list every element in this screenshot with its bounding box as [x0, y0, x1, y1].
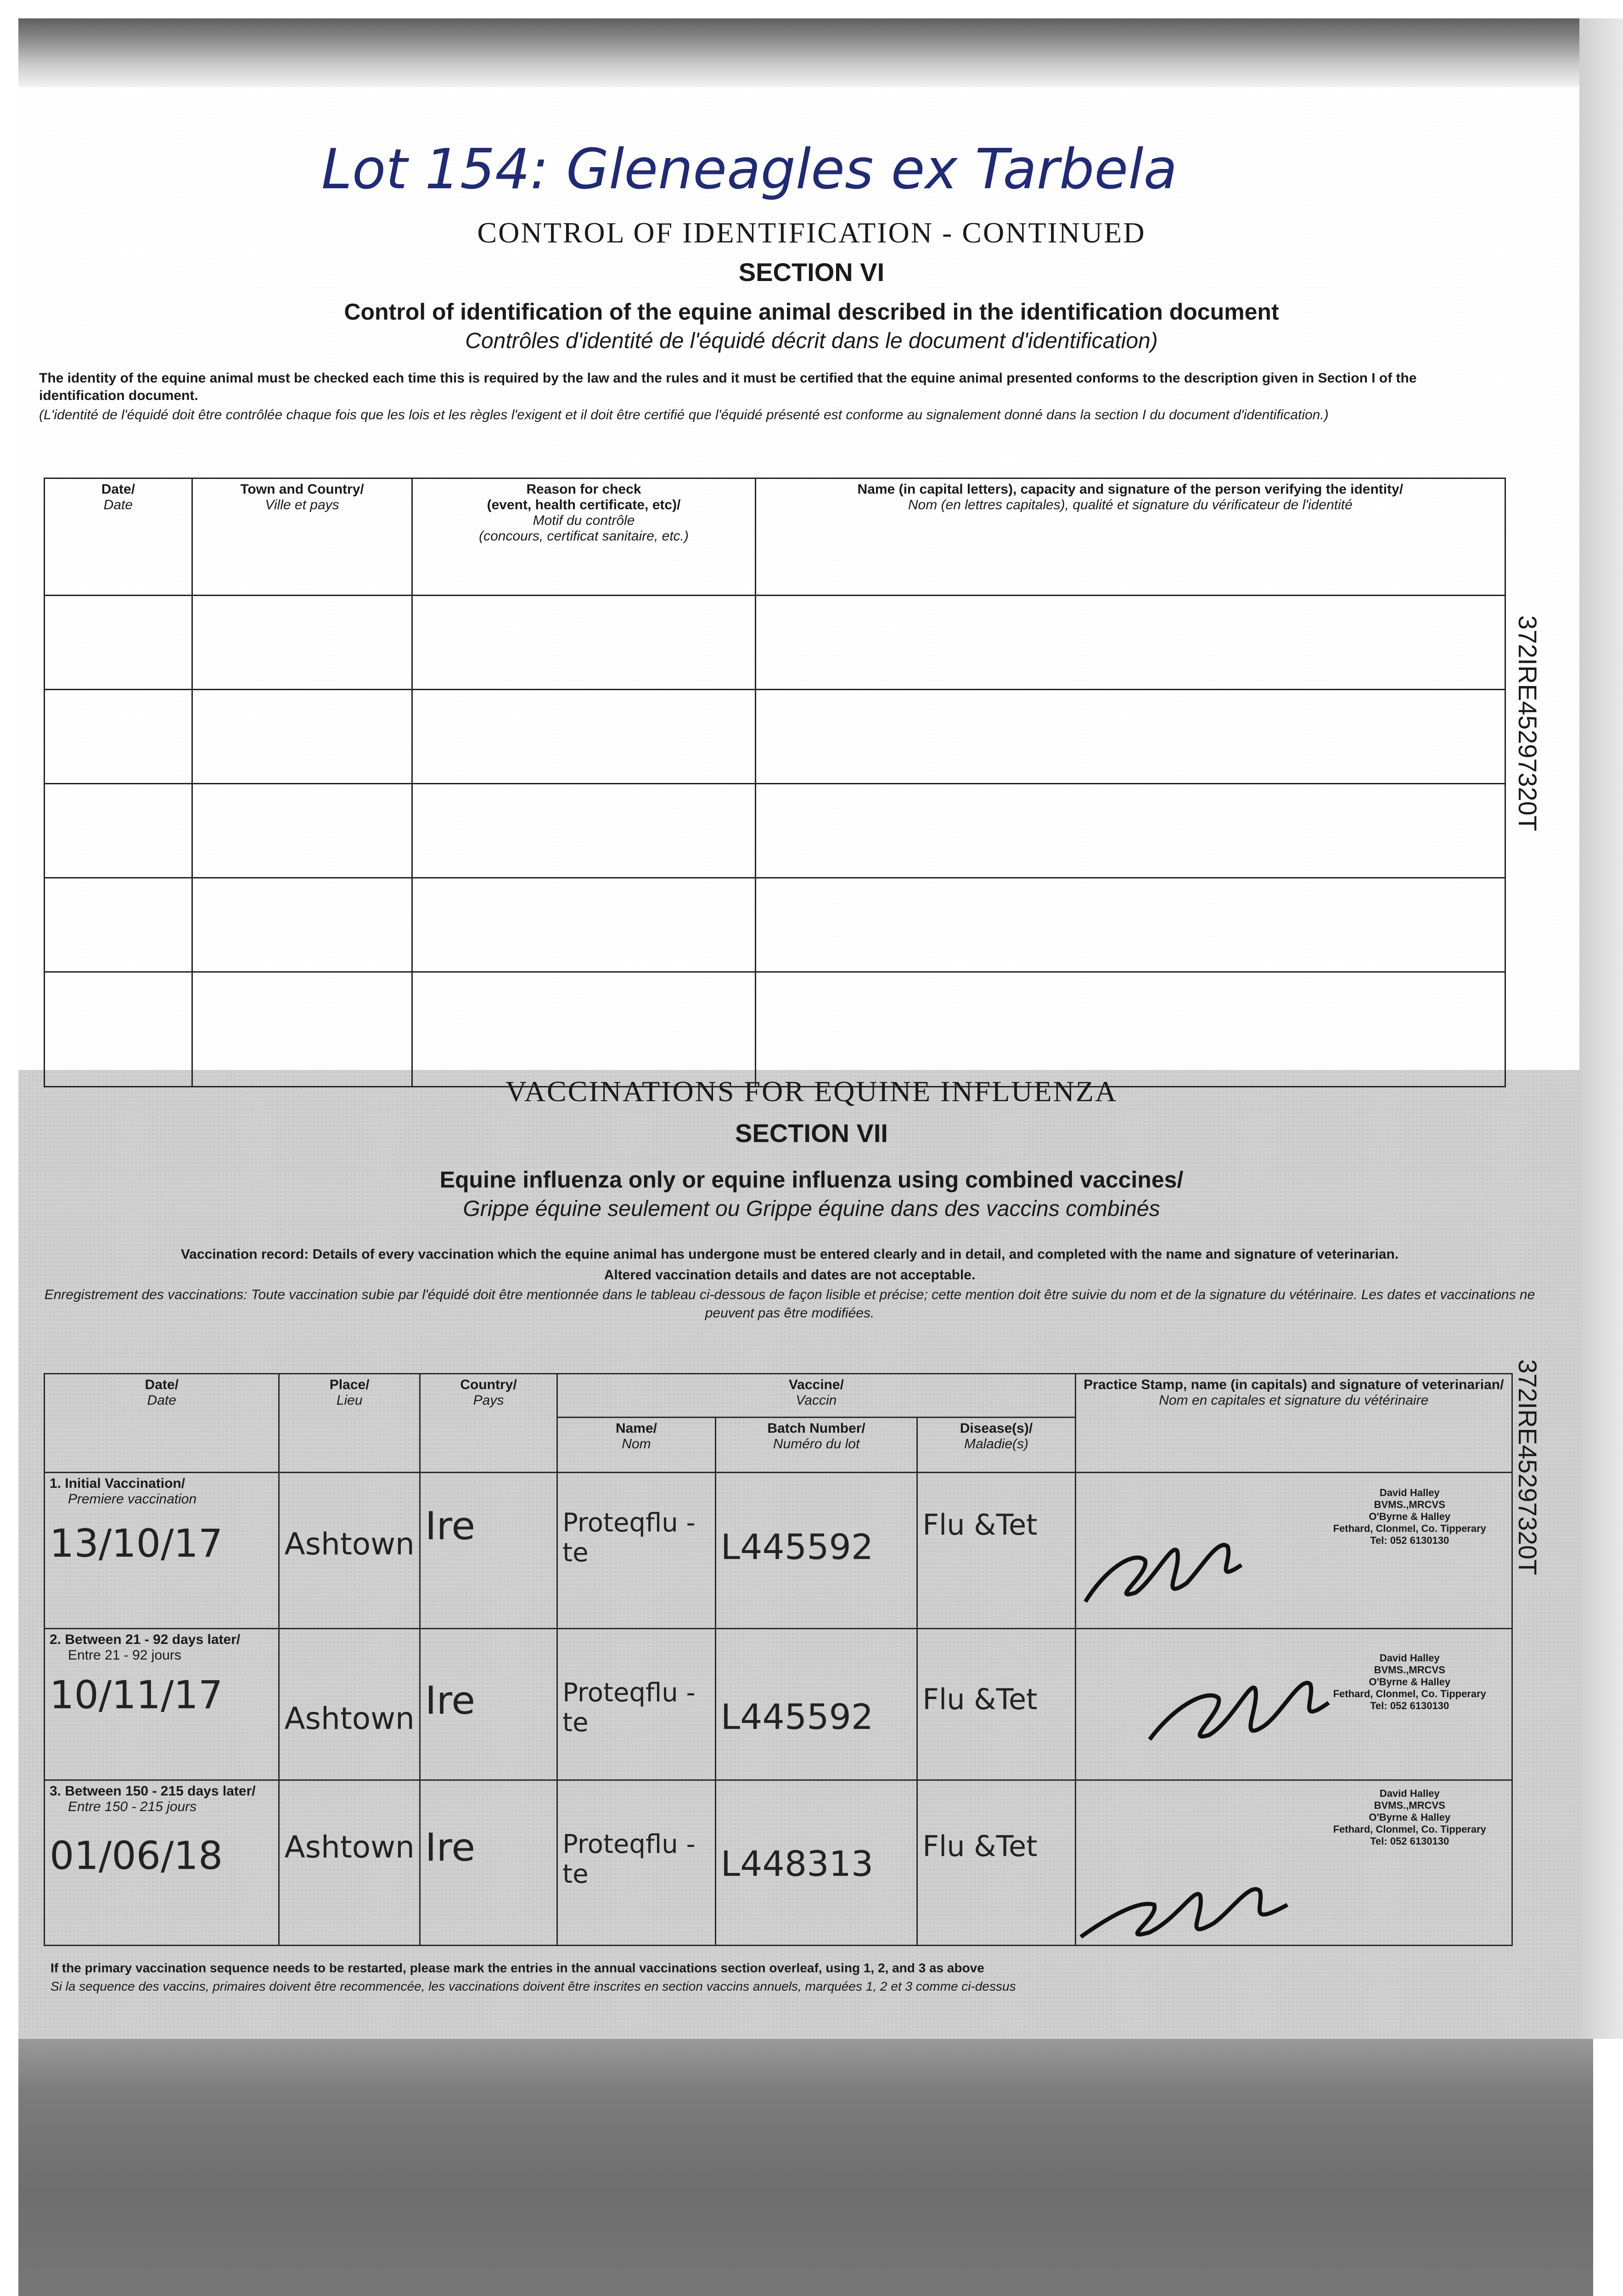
vaccination-date-cell[interactable] [45, 1473, 279, 1629]
stamp-line: Tel: 052 6130130 [1370, 1535, 1449, 1546]
header-date-en: Date/ [101, 482, 135, 497]
veterinarian-signature-3 [1076, 1859, 1297, 1951]
stamp-line: BVMS.,MRCVS [1374, 1664, 1445, 1676]
side-code-lower-text: 372IRE45297320T [1513, 1359, 1542, 1576]
handwritten-lot-annotation: Lot 154: Gleneagles ex Tarbela [321, 138, 1178, 202]
side-code-lower [1511, 1359, 1547, 1598]
empty-cell[interactable] [412, 972, 755, 1087]
stamp-line: Fethard, Clonmel, Co. Tipperary [1333, 1688, 1486, 1699]
vaccination-country-cell[interactable] [420, 1780, 557, 1946]
practice-stamp [1333, 1652, 1486, 1712]
handwritten-batch: L445592 [720, 1696, 874, 1737]
vaccination-disease-cell[interactable] [917, 1780, 1075, 1946]
section7-label: SECTION VII [735, 1119, 888, 1148]
empty-cell[interactable] [412, 690, 755, 784]
scan-bottom-edge [18, 2039, 1593, 2296]
handwritten-country: Ire [425, 1678, 476, 1723]
empty-cell[interactable] [755, 690, 1505, 784]
handwritten-batch: L445592 [720, 1526, 874, 1567]
row-label-en: 1. Initial Vaccination/ [50, 1476, 185, 1491]
section7-record-en2: Altered vaccination details and dates are not acceptable. [604, 1267, 976, 1283]
header-vacc-date-en: Date/ [145, 1377, 179, 1392]
stamp-line: O'Byrne & Halley [1369, 1511, 1451, 1522]
vaccination-country-cell[interactable] [420, 1629, 557, 1780]
header-vacc-date-fr: Date [147, 1393, 176, 1408]
row-label-fr: Entre 150 - 215 jours [68, 1799, 197, 1814]
vaccination-date-cell[interactable] [45, 1629, 279, 1780]
handwritten-date: 01/06/18 [50, 1833, 223, 1878]
vaccination-place-cell[interactable] [279, 1780, 420, 1946]
header-vaccine [557, 1374, 1075, 1418]
vaccination-date-cell[interactable] [45, 1780, 279, 1946]
row-label-en: 2. Between 21 - 92 days later/ [50, 1632, 241, 1647]
empty-cell[interactable] [755, 596, 1505, 690]
header-batch-fr: Numéro du lot [773, 1436, 860, 1452]
veterinarian-signature-1 [1081, 1524, 1246, 1615]
handwritten-vaccine-name: Proteqflu -te [562, 1508, 696, 1568]
stamp-line: O'Byrne & Halley [1369, 1812, 1451, 1823]
header-vaccine-name [557, 1418, 716, 1473]
empty-cell[interactable] [755, 878, 1505, 972]
vaccination-disease-cell[interactable] [917, 1473, 1075, 1629]
empty-cell[interactable] [755, 784, 1505, 878]
header-disease-en: Disease(s)/ [960, 1421, 1033, 1436]
header-date-fr: Date [103, 497, 133, 512]
empty-cell[interactable] [192, 596, 412, 690]
header-verifier [755, 478, 1505, 596]
header-date [45, 478, 192, 596]
header-batch [715, 1418, 917, 1473]
table-row [45, 690, 1505, 784]
side-code-upper [1511, 615, 1547, 854]
vaccination-table [44, 1373, 1513, 1946]
header-stamp-en: Practice Stamp, name (in capitals) and signature of veterinarian/ [1084, 1377, 1504, 1392]
header-verifier-en: Name (in capital letters), capacity and signature of the person verifying the identity/ [857, 482, 1404, 497]
header-vacc-place-fr: Lieu [336, 1393, 363, 1408]
empty-cell[interactable] [412, 878, 755, 972]
header-vacc-country-en: Country/ [460, 1377, 517, 1392]
scan-top-edge [18, 18, 1582, 87]
identity-check-table [44, 478, 1506, 1087]
table-row [45, 784, 1505, 878]
empty-cell[interactable] [192, 690, 412, 784]
stamp-line: Fethard, Clonmel, Co. Tipperary [1333, 1823, 1486, 1835]
row-label-fr: Entre 21 - 92 jours [68, 1648, 181, 1663]
empty-cell[interactable] [45, 972, 192, 1087]
table-row [45, 878, 1505, 972]
identity-check-header-row [45, 478, 1505, 596]
vaccination-name-cell[interactable] [557, 1780, 716, 1946]
stamp-line: Tel: 052 6130130 [1370, 1700, 1449, 1711]
table-row [45, 596, 1505, 690]
header-vaccine-en: Vaccine/ [788, 1377, 844, 1392]
handwritten-date: 13/10/17 [50, 1521, 223, 1566]
vaccination-name-cell[interactable] [557, 1629, 716, 1780]
handwritten-place: Ashtown [284, 1701, 415, 1736]
handwritten-place: Ashtown [284, 1829, 415, 1865]
section7-footer-fr: Si la sequence des vaccins, primaires doivent être recommencée, les vaccinations doivent être inscrites en section vaccins annuels, marquées 1, 2 et 3 comme ci-dessus [51, 1979, 1016, 1993]
stamp-line: BVMS.,MRCVS [1374, 1499, 1445, 1510]
header-town-fr: Ville et pays [265, 497, 339, 512]
vaccination-row [45, 1629, 1512, 1780]
header-town-country [192, 478, 412, 596]
empty-cell[interactable] [45, 784, 192, 878]
header-stamp-fr: Nom en capitales et signature du vétérinaire [1159, 1393, 1429, 1408]
vaccination-disease-cell[interactable] [917, 1629, 1075, 1780]
vaccination-stamp-cell[interactable] [1075, 1473, 1512, 1629]
header-disease [917, 1418, 1075, 1473]
section7-title-en: Equine influenza only or equine influenza using combined vaccines/ [439, 1167, 1184, 1193]
stamp-line: Tel: 052 6130130 [1370, 1835, 1449, 1847]
empty-cell[interactable] [45, 690, 192, 784]
vaccination-batch-cell[interactable] [715, 1473, 917, 1629]
stamp-line: O'Byrne & Halley [1369, 1676, 1451, 1688]
side-code-upper-text: 372IRE45297320T [1513, 615, 1542, 832]
section7-footer-en: If the primary vaccination sequence needs to be restarted, please mark the entries in the annual vaccinations section overleaf, using 1, 2, and 3 as above [51, 1961, 984, 1975]
empty-cell[interactable] [192, 784, 412, 878]
empty-cell[interactable] [412, 596, 755, 690]
handwritten-vaccine-name: Proteqflu -te [562, 1829, 696, 1889]
vaccination-row [45, 1473, 1512, 1629]
practice-stamp [1333, 1487, 1486, 1547]
handwritten-disease: Flu &Tet [922, 1683, 1038, 1716]
handwritten-place: Ashtown [284, 1526, 415, 1562]
vaccination-batch-cell[interactable] [715, 1780, 917, 1946]
handwritten-disease: Flu &Tet [922, 1508, 1038, 1542]
empty-cell[interactable] [45, 878, 192, 972]
veterinarian-signature-2 [1145, 1657, 1338, 1758]
vaccination-place-cell[interactable] [279, 1629, 420, 1780]
handwritten-disease: Flu &Tet [922, 1829, 1038, 1863]
header-reason [412, 478, 755, 596]
vaccination-name-cell[interactable] [557, 1473, 716, 1629]
practice-stamp [1333, 1788, 1486, 1847]
header-practice-stamp [1075, 1374, 1512, 1473]
handwritten-batch: L448313 [720, 1843, 874, 1884]
header-vaccine-name-fr: Nom [622, 1436, 651, 1452]
section7-title-fr: Grippe équine seulement ou Grippe équine dans des vaccins combinés [463, 1197, 1160, 1221]
header-vaccine-fr: Vaccin [796, 1393, 837, 1408]
empty-cell[interactable] [192, 878, 412, 972]
handwritten-vaccine-name: Proteqflu -te [562, 1678, 696, 1738]
vaccination-stamp-cell[interactable] [1075, 1780, 1512, 1946]
section6-banner: CONTROL OF IDENTIFICATION - CONTINUED [477, 216, 1146, 249]
vaccination-batch-cell[interactable] [715, 1629, 917, 1780]
section7-record-en: Vaccination record: Details of every vaccination which the equine animal has undergone must be entered clearly and in detail, and completed with the name and signature of veterinarian. [180, 1247, 1399, 1262]
header-vaccine-name-en: Name/ [615, 1421, 657, 1436]
section6-title-en: Control of identification of the equine animal described in the identification document [344, 299, 1279, 325]
vaccination-place-cell[interactable] [279, 1473, 420, 1629]
header-reason-en: Reason for check (event, health certificate, etc)/ [487, 482, 681, 512]
header-vacc-place [279, 1374, 420, 1473]
header-vacc-country-fr: Pays [473, 1393, 504, 1408]
table-row [45, 972, 1505, 1087]
empty-cell[interactable] [755, 972, 1505, 1087]
stamp-line: David Halley [1379, 1652, 1440, 1664]
header-verifier-fr: Nom (en lettres capitales), qualité et signature du vérificateur de l'identité [908, 497, 1353, 512]
header-vacc-country [420, 1374, 557, 1473]
section6-instruction-en: The identity of the equine animal must be checked each time this is required by the law and the rules and it must be certified that the equine animal presented conforms to the description given in Section I of the identification document. [39, 371, 1417, 403]
header-vacc-date [45, 1374, 279, 1473]
section7-record-fr: Enregistrement des vaccinations: Toute vaccination subie par l'équidé doit être mentionnée dans le tableau ci-dessous de façon lisible et précise; cette mention doit être suivie du nom et de la signature du vétérinaire. Les dates et vaccinations ne peuvent pas être modifiées. [44, 1287, 1535, 1321]
handwritten-date: 10/11/17 [50, 1672, 223, 1717]
empty-cell[interactable] [412, 784, 755, 878]
vaccination-header-row-1 [45, 1374, 1512, 1418]
vaccination-country-cell[interactable] [420, 1473, 557, 1629]
stamp-line: David Halley [1379, 1487, 1440, 1498]
stamp-line: Fethard, Clonmel, Co. Tipperary [1333, 1523, 1486, 1534]
section6-title-fr: Contrôles d'identité de l'équidé décrit dans le document d'identification) [465, 329, 1158, 353]
empty-cell[interactable] [45, 596, 192, 690]
handwritten-country: Ire [425, 1825, 476, 1870]
row-label-en: 3. Between 150 - 215 days later/ [50, 1784, 256, 1799]
section6-label: SECTION VI [738, 258, 885, 287]
handwritten-country: Ire [425, 1503, 476, 1548]
row-label-fr: Premiere vaccination [68, 1491, 197, 1507]
header-town-en: Town and Country/ [240, 482, 364, 497]
empty-cell[interactable] [192, 972, 412, 1087]
header-disease-fr: Maladie(s) [964, 1436, 1028, 1452]
header-reason-fr: Motif du contrôle (concours, certificat sanitaire, etc.) [479, 513, 689, 544]
vaccination-row [45, 1780, 1512, 1946]
header-batch-en: Batch Number/ [767, 1421, 865, 1436]
stamp-line: BVMS.,MRCVS [1374, 1800, 1445, 1811]
vaccination-stamp-cell[interactable] [1075, 1629, 1512, 1780]
section7-banner: VACCINATIONS FOR EQUINE INFLUENZA [505, 1075, 1118, 1108]
stamp-line: David Halley [1379, 1788, 1440, 1799]
header-vacc-place-en: Place/ [329, 1377, 370, 1392]
section6-instruction-fr: (L'identité de l'équidé doit être contrôlée chaque fois que les lois et les règles l'exigent et il doit être certifié que l'équidé présenté est conforme au signalement donné dans la section I du document d'identification.) [39, 407, 1329, 422]
